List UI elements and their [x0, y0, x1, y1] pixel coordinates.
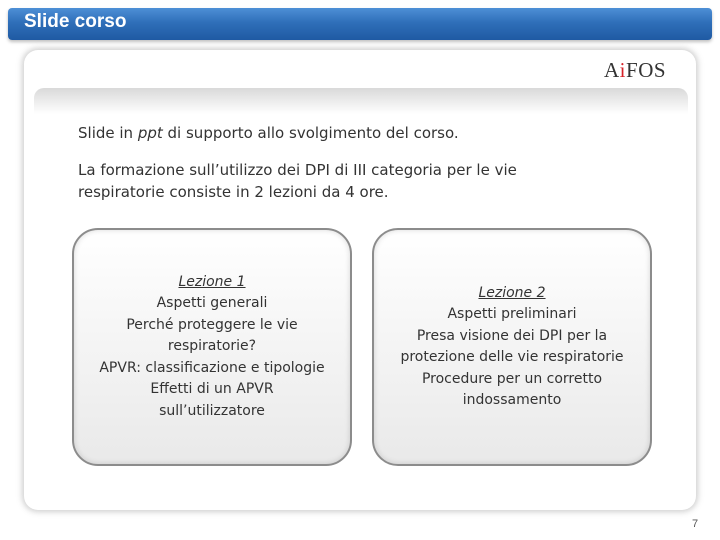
- lesson-1-line: Effetti di un APVR: [150, 381, 274, 398]
- intro-suffix: di supporto allo svolgimento del corso.: [162, 124, 459, 142]
- logo-a: A: [604, 58, 620, 82]
- logo-i: i: [619, 58, 627, 82]
- logo-fos: FOS: [626, 58, 667, 82]
- description-line-2: respiratorie consiste in 2 lezioni da 4 ore.: [78, 183, 389, 201]
- lesson-2-title: Lezione 2: [478, 284, 546, 301]
- lesson-2-line: protezione delle vie respiratorie: [400, 349, 624, 365]
- page-number: 7: [692, 518, 699, 530]
- lesson-2-box: [372, 228, 652, 466]
- card-header-band: [34, 88, 688, 114]
- slide-title: Slide corso: [24, 11, 127, 32]
- description-line-1: La formazione sull’utilizzo dei DPI di III categoria per le vie: [78, 161, 517, 179]
- intro-prefix: Slide in: [78, 124, 138, 142]
- lesson-1-line: Perché proteggere le vie: [126, 316, 298, 333]
- lesson-2-line: Presa visione dei DPI per la: [416, 327, 608, 344]
- description-paragraph: [78, 159, 638, 203]
- lesson-1-line: sull’utilizzatore: [159, 402, 265, 419]
- lesson-1-line: APVR: classificazione e tipologie: [99, 359, 325, 376]
- aifos-logo: [604, 58, 666, 83]
- lesson-1-line: respiratorie?: [167, 338, 257, 355]
- intro-italic: ppt: [137, 124, 163, 142]
- lesson-2-line: Procedure per un corretto: [421, 370, 603, 387]
- lesson-1-title: Lezione 1: [178, 273, 246, 290]
- intro-paragraph: [78, 122, 678, 144]
- lesson-1-line: Aspetti generali: [156, 295, 268, 312]
- lesson-1-box: [72, 228, 352, 466]
- lesson-2-line: Aspetti preliminari: [447, 306, 577, 322]
- lesson-2-line: indossamento: [462, 392, 562, 408]
